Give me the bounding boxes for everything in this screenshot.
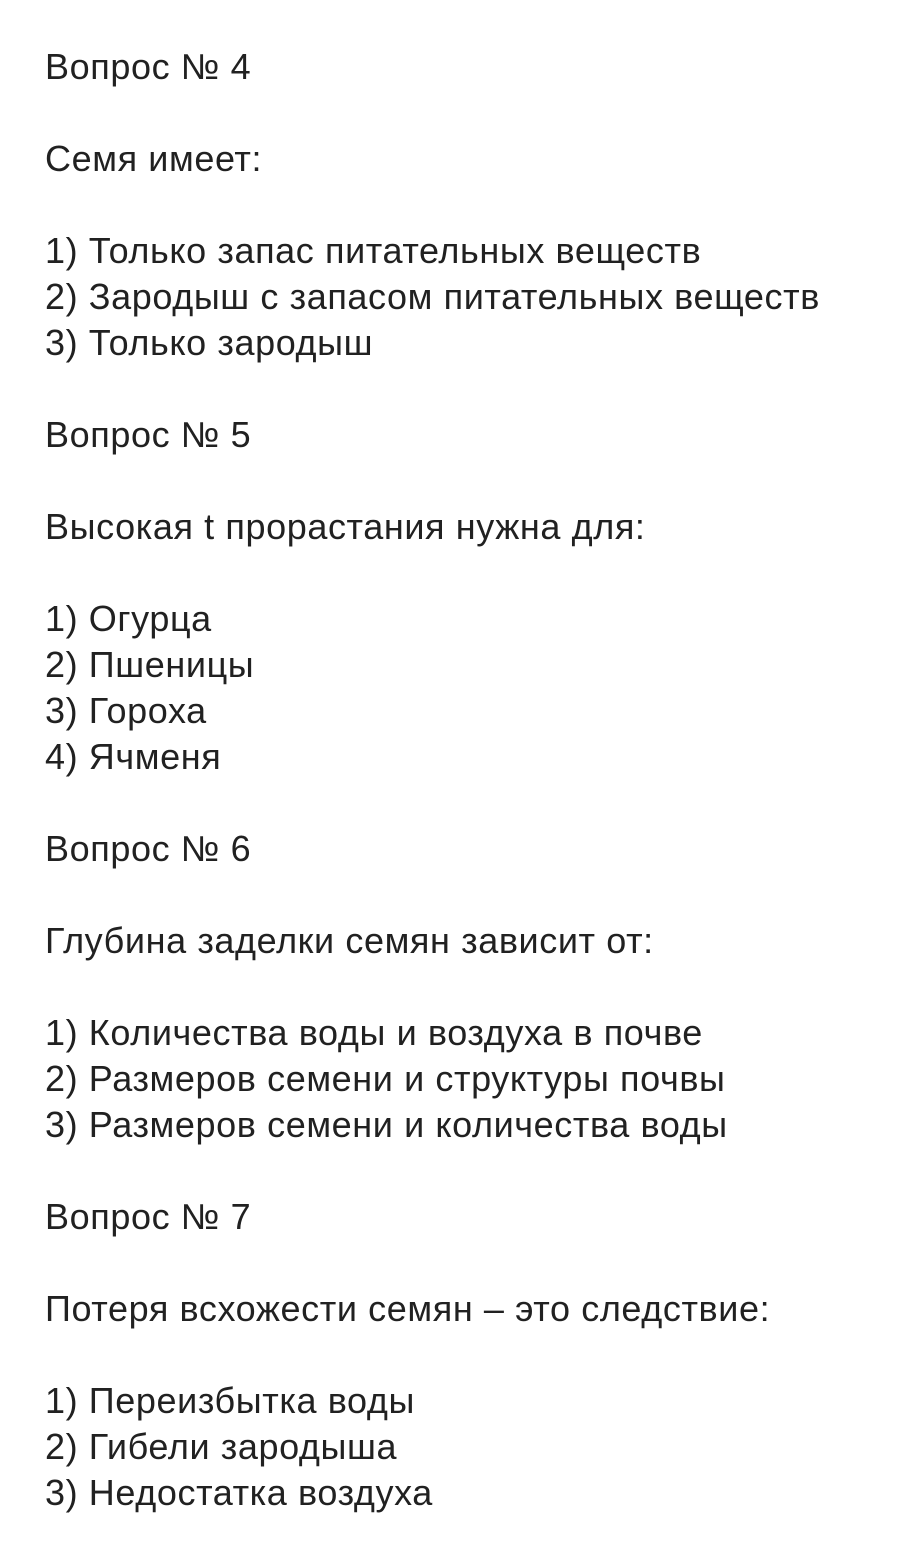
question-heading-5: Вопрос № 5	[45, 414, 252, 455]
question-prompt-5: Высокая t прорастания нужна для:	[45, 506, 646, 547]
answer-option: 1) Переизбытка воды	[45, 1380, 415, 1421]
spacer	[45, 1332, 905, 1378]
question-heading-7: Вопрос № 7	[45, 1196, 252, 1237]
answer-option: 2) Гибели зародыша	[45, 1426, 398, 1467]
answer-option: 1) Огурца	[45, 598, 212, 639]
question-prompt-7: Потеря всхожести семян – это следствие:	[45, 1288, 771, 1329]
question-prompt-4: Семя имеет:	[45, 138, 263, 179]
spacer	[45, 550, 905, 596]
answer-option: 2) Зародыш с запасом питательных веществ	[45, 276, 820, 317]
question-document	[45, 44, 905, 1516]
question-heading-6: Вопрос № 6	[45, 828, 252, 869]
answer-option: 3) Недостатка воздуха	[45, 1472, 433, 1513]
spacer	[45, 182, 905, 228]
answer-option: 3) Размеров семени и количества воды	[45, 1104, 728, 1145]
answer-option: 1) Только запас питательных веществ	[45, 230, 702, 271]
spacer	[45, 366, 905, 412]
spacer	[45, 964, 905, 1010]
answer-option: 2) Размеров семени и структуры почвы	[45, 1058, 726, 1099]
spacer	[45, 780, 905, 826]
spacer	[45, 458, 905, 504]
spacer	[45, 90, 905, 136]
spacer	[45, 872, 905, 918]
answer-option: 1) Количества воды и воздуха в почве	[45, 1012, 703, 1053]
question-prompt-6: Глубина заделки семян зависит от:	[45, 920, 654, 961]
answer-option: 4) Ячменя	[45, 736, 222, 777]
spacer	[45, 1240, 905, 1286]
answer-option: 3) Только зародыш	[45, 322, 374, 363]
answer-option: 3) Гороха	[45, 690, 207, 731]
question-heading-4: Вопрос № 4	[45, 46, 252, 87]
answer-option: 2) Пшеницы	[45, 644, 255, 685]
spacer	[45, 1148, 905, 1194]
